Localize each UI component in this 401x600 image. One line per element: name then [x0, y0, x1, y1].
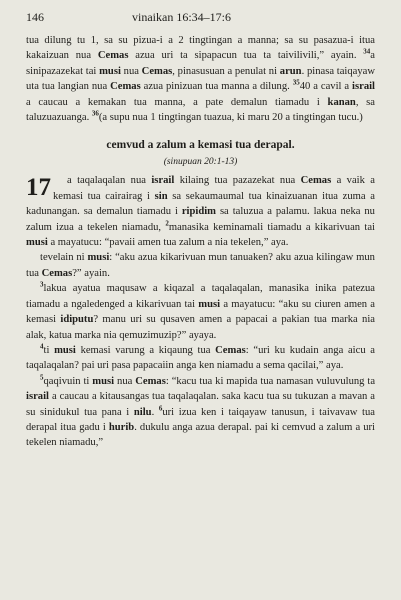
- text: 40 a cavil a: [299, 81, 350, 93]
- bold-word: hurib: [108, 421, 135, 433]
- text: .: [151, 406, 155, 418]
- bold-word: nilu: [133, 406, 152, 418]
- verse-number: 35: [292, 78, 300, 87]
- text: a mayatucu: “aku su ciuren amen a kemasi: [26, 298, 376, 326]
- bold-word: israil: [151, 175, 175, 187]
- paragraph-top: [26, 33, 375, 125]
- chapter-block: [26, 173, 375, 450]
- verse-number: 6: [158, 404, 163, 412]
- text: sa sekaumaumal tua kinaizuanan itua zuma a kadunangan. sa demalun tiamadu i: [26, 190, 375, 218]
- text: , sa taluzuazuanga.: [26, 96, 376, 124]
- text: . pinasa taiqayaw uta tua langian nua: [26, 65, 375, 93]
- paragraph-v4: [26, 343, 375, 374]
- text: lakua ayatua maqusaw a kiqazal a taqalaqalan, manasika inika patezua tiamadu a ngaledenged a kikarivuan tai: [26, 283, 375, 310]
- text: a vaik a kemasi tua cairairag i: [53, 175, 375, 202]
- text: tevelain ni: [40, 252, 85, 264]
- bold-word: Cemas: [110, 81, 141, 93]
- bold-word: musi: [87, 252, 110, 264]
- text: : “kacu tua ki mapida tua namasan vuluvulung ta: [165, 375, 376, 387]
- bold-word: Cemas: [300, 175, 332, 187]
- bold-word: Cemas: [97, 50, 129, 62]
- verse-number: 2: [165, 219, 169, 228]
- chapter-number: 17: [26, 174, 51, 202]
- paragraph-v1: [26, 173, 375, 250]
- bold-word: idiputu: [60, 314, 94, 326]
- bold-word: arun: [279, 65, 302, 77]
- text: a sinipazazekat tai: [26, 50, 375, 77]
- text: a caucau a kitausangas tua taqalaqalan. saka kacu tua su tukuzan a mavan a su sinidukul tua pana i: [26, 391, 376, 418]
- verse-number: 5: [40, 373, 44, 382]
- text: a caucau a kemakan tua manna, a pate demalun tiamadu i: [26, 96, 320, 108]
- bold-word: sin: [154, 190, 168, 202]
- section-heading: cemvud a zalum a kemasi tua derapal.: [106, 139, 295, 152]
- text: ?” ayain.: [72, 267, 110, 279]
- verse-number: 4: [40, 342, 44, 351]
- text: . dukulu anga azua derapal. pai ki cemvud a zalum a uri tekelen niamadu,”: [26, 421, 376, 449]
- text: azua pinizuan tua manna a dilung.: [143, 81, 290, 93]
- bold-word: israil: [352, 81, 375, 93]
- text: nua: [117, 375, 133, 387]
- verse-number: 3: [40, 280, 44, 289]
- bold-word: Cemas: [141, 65, 173, 77]
- paragraph-v2b: [26, 250, 375, 281]
- page-number: 146: [26, 10, 44, 24]
- running-head: vinaikan 16:34–17:6: [132, 10, 231, 24]
- text: qaqivuin ti: [43, 375, 90, 387]
- bold-word: musi: [198, 298, 221, 310]
- bold-word: musi: [92, 375, 115, 387]
- verse-number: 34: [363, 47, 371, 56]
- text: kemasi varung a kiqaung tua: [80, 344, 211, 356]
- text: tua dilung tu 1, sa su pizua-i a 2 tingtingan a manna; sa su pasazua-i itua kakaizuan nua: [26, 35, 375, 62]
- text: : “aku azua kikarivuan mun tanuaken? aku azua kilingaw mun tua: [26, 252, 375, 279]
- bold-word: musi: [54, 344, 76, 356]
- text: nua: [123, 65, 139, 77]
- verse-number: 36: [91, 109, 99, 118]
- text: kilaing tua pazazekat nua: [179, 175, 296, 187]
- bold-word: Cemas: [215, 344, 246, 356]
- text: azua uri ta sipapacun tua ta taivilivili,” ayain.: [135, 50, 357, 62]
- text: ? manu uri su qusaven amen a papacai a pakian tua marka nia alak, katua marka nia qemuzimuzip?” ayaya.: [26, 314, 375, 341]
- bold-word: Cemas: [135, 375, 166, 387]
- text: uri izua ken i taiqayaw tanusun, i taivavaw tua derapal itua gadu i: [26, 406, 375, 433]
- text: , pinasusuan a penulat ni: [172, 65, 278, 77]
- bold-word: musi: [26, 237, 48, 249]
- bold-word: kanan: [327, 96, 356, 108]
- bold-word: Cemas: [41, 267, 73, 279]
- text: ti: [43, 344, 50, 356]
- page-header: [26, 10, 375, 25]
- text: sa taluzua a palamu. lakua neka nu zalum izua a tekelen niamadu,: [26, 206, 375, 233]
- text: : “uri ku kudain anga aicu a taqalaqalan? pai uri pasa papacaiin anga ken niamadu a sema qacilai,” aya.: [26, 344, 376, 372]
- paragraph-v3: [26, 281, 375, 343]
- bold-word: musi: [99, 65, 121, 77]
- bold-word: ripidim: [181, 206, 216, 218]
- text: manasika keminamali tiamadu a kikarivuan tai: [168, 221, 375, 233]
- text: (a supu nua 1 tingtingan tuazua, ki maru 20 a tingtingan tucu.): [98, 112, 363, 124]
- text: a mayatucu: “pavaii amen tua zalum a nia tekelen,” aya.: [50, 237, 289, 249]
- paragraph-v5: [26, 374, 375, 451]
- bold-word: israil: [26, 391, 49, 403]
- text: a taqalaqalan nua: [67, 175, 146, 187]
- section-reference: (sinupuan 20:1-13): [163, 157, 238, 168]
